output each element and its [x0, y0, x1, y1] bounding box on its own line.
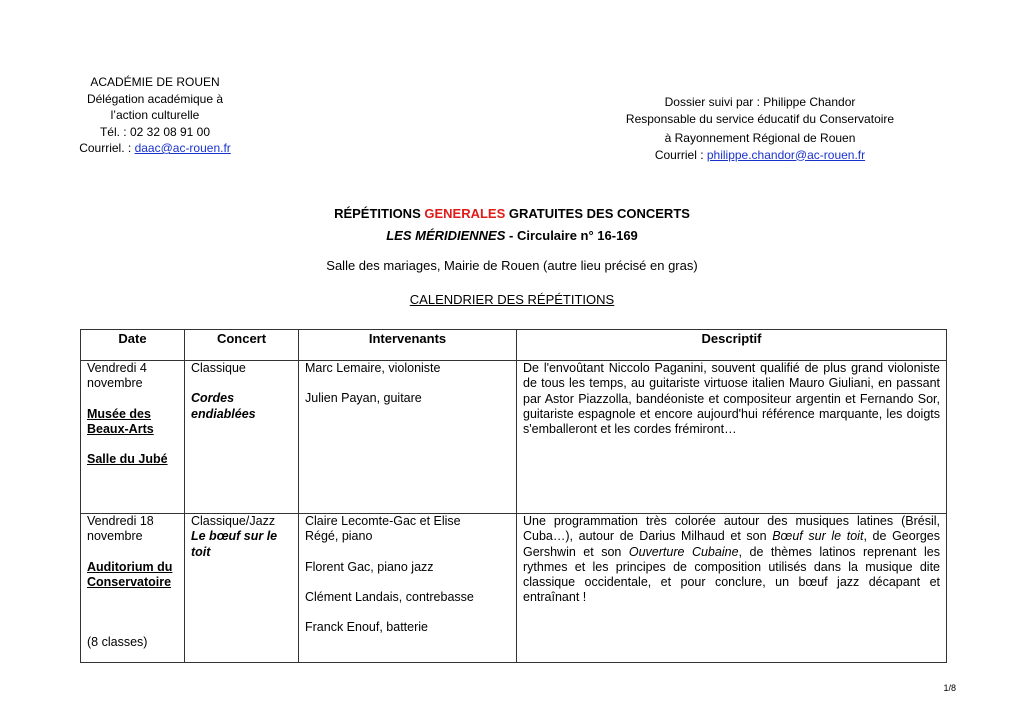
date-month: novembre	[87, 529, 143, 544]
title-part-3: GRATUITES DES CONCERTS	[505, 206, 690, 221]
header-intervenants: Intervenants	[299, 330, 517, 361]
series-name: LES MÉRIDIENNES	[386, 228, 506, 243]
header-descriptif: Descriptif	[517, 330, 947, 361]
academy-name: ACADÉMIE DE ROUEN	[90, 75, 220, 89]
circular-number: - Circulaire n° 16-169	[505, 228, 638, 243]
date-cell	[81, 361, 185, 514]
table-row	[81, 361, 947, 514]
description-cell: De l'envoûtant Niccolo Paganini, souvent qualifié de plus grand violoniste de tous les temps, au guitariste virtuose italien Mauro Giuliani, en passant par Astor Piazzolla, bandéoniste et compositeur argentin et Fernando Sor, guitariste espagnole et encore aujourd'hui référence marquante, les doigts s'emballeront et les cordes frémiront…	[517, 361, 947, 514]
contact-block	[600, 94, 920, 163]
venue-note: Salle des mariages, Mairie de Rouen (autre lieu précisé en gras)	[326, 258, 698, 273]
performer: Clément Landais, contrebasse	[305, 589, 474, 604]
contact-email-line	[600, 147, 920, 164]
concert-type: Classique	[191, 361, 246, 375]
concert-cell	[185, 361, 299, 514]
header-concert: Concert	[185, 330, 299, 361]
title-part-1: RÉPÉTITIONS	[334, 206, 425, 221]
work-title: Bœuf sur le toit	[772, 529, 864, 544]
date-cell	[81, 514, 185, 663]
place-room: Salle du Jubé	[87, 452, 168, 467]
contact-email-link[interactable]: philippe.chandor@ac-rouen.fr	[706, 147, 866, 162]
concert-type: Classique/Jazz	[191, 514, 276, 528]
performer: Marc Lemaire, violoniste	[305, 361, 441, 375]
delegation-line-1: Délégation académique à	[86, 91, 224, 106]
concert-title-2: endiablées	[191, 406, 256, 421]
concert-cell	[185, 514, 299, 663]
date-day: Vendredi 18	[87, 514, 154, 528]
table-header-row	[81, 330, 947, 361]
email-label: Courriel. :	[79, 141, 135, 155]
performer: Florent Gac, piano jazz	[305, 559, 434, 574]
phone-number: Tél. : 02 32 08 91 00	[99, 124, 211, 139]
calendar-heading: CALENDRIER DES RÉPÉTITIONS	[409, 292, 615, 307]
daac-email-link[interactable]: daac@ac-rouen.fr	[134, 141, 231, 155]
place-line-2: Beaux-Arts	[87, 421, 154, 436]
description-text: Une programmation très colorée autour des musiques latines (Brésil, Cuba…), autour de Darius Milhaud et son	[523, 514, 940, 544]
concert-title-2: toit	[191, 544, 211, 559]
concert-title-1: Le bœuf sur le	[191, 529, 278, 544]
concert-title-1: Cordes	[191, 391, 235, 406]
contact-email-label: Courriel :	[654, 147, 707, 162]
email-line	[60, 140, 250, 157]
description-cell	[517, 514, 947, 663]
title-part-generales: GENERALES	[424, 206, 506, 221]
place-line-1: Auditorium du	[87, 559, 173, 574]
place-line-2: Conservatoire	[87, 574, 172, 589]
page-number: 1/8	[943, 683, 956, 693]
performer: Franck Enouf, batterie	[305, 620, 428, 635]
performer: Claire Lecomte-Gac et Elise	[305, 514, 461, 528]
description-text: , de thèmes latinos reprenant les rythmes et les principes de composition utilisés dans la musique dite classique occidentale, et pour conclure, un bœuf jazz décapant et entraînant !	[523, 544, 940, 605]
performer: Julien Payan, guitare	[305, 391, 422, 406]
performers-cell	[299, 514, 517, 663]
date-month: novembre	[87, 376, 143, 391]
delegation-line-2: l’action culturelle	[110, 108, 200, 122]
dossier-line: Dossier suivi par : Philippe Chandor	[664, 95, 856, 109]
responsable-line-1: Responsable du service éducatif du Conservatoire	[625, 111, 895, 126]
work-title: Ouverture Cubaine	[628, 544, 739, 559]
description-text: , de Georges Gershwin et son	[523, 529, 941, 559]
date-day: Vendredi 4	[87, 361, 147, 375]
sender-block	[60, 74, 250, 157]
responsable-line-2: à Rayonnement Régional de Rouen	[664, 131, 856, 145]
document-title	[0, 206, 1024, 221]
header-date: Date	[81, 330, 185, 361]
table-row	[81, 514, 947, 663]
performer: Régé, piano	[305, 529, 373, 544]
performers-cell	[299, 361, 517, 514]
place-line-1: Musée des	[87, 406, 151, 421]
rehearsal-table	[80, 329, 947, 663]
classes-note: (8 classes)	[87, 635, 148, 650]
document-subtitle	[0, 228, 1024, 243]
